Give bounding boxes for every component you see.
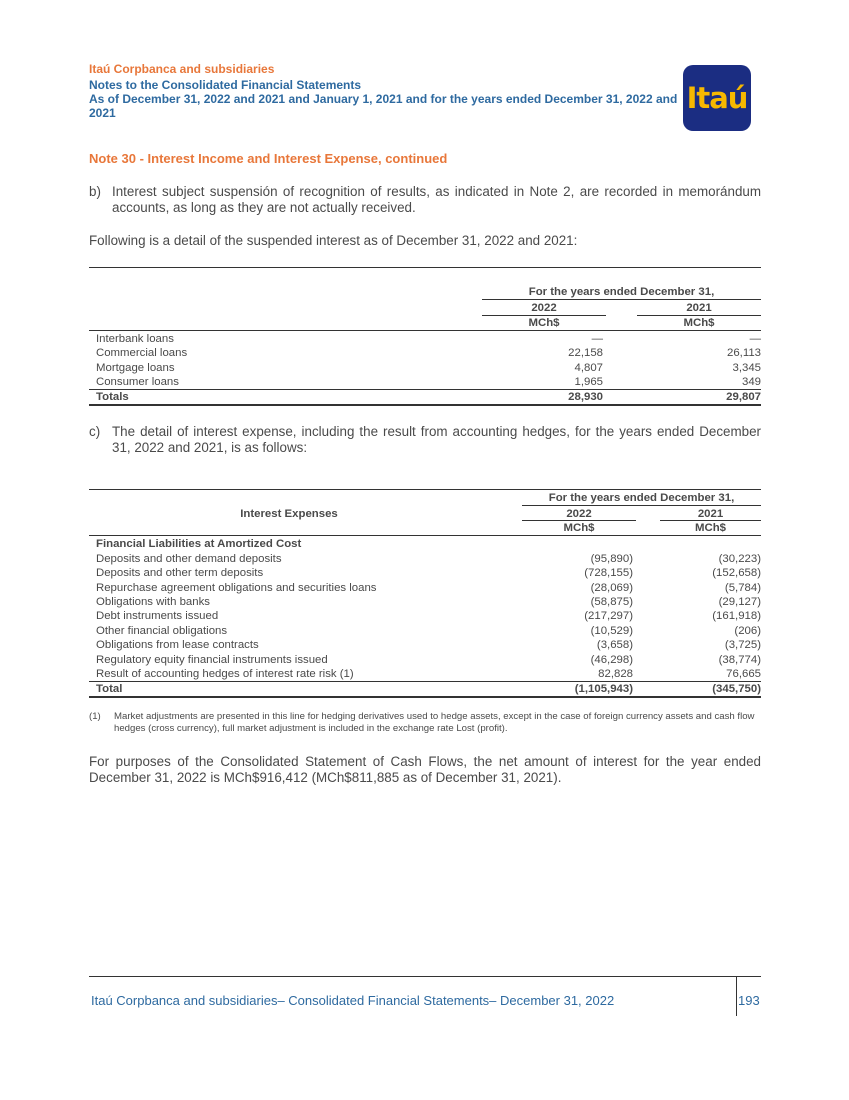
row-label: Commercial loans [96, 347, 188, 359]
total-2021: (345,750) [712, 683, 761, 695]
paragraph-text: Interest subject suspensión of recognition of results, as indicated in Note 2, are recorded in memorándum accounts, as long as they are not actually received. [112, 184, 761, 215]
section-label: Financial Liabilities at Amortized Cost [96, 538, 302, 550]
header-line2: Notes to the Consolidated Financial Statements [89, 78, 362, 92]
row-label: Debt instruments issued [96, 610, 219, 622]
row-value-2021: (206) [734, 625, 761, 637]
row-label: Regulatory equity financial instruments issued [96, 654, 328, 666]
unit-2021: MCh$ [683, 317, 715, 329]
footnote-text: Market adjustments are presented in this line for hedging derivatives used to hedge assets, except in the case of foreign currency assets and cash flow hedges (cross currency), full market adjustment is included in the exchange rate Lost (profit). [114, 711, 755, 734]
row-value-2021: 3,345 [732, 362, 761, 374]
page-number: 193 [738, 993, 760, 1008]
body-top-rule [89, 535, 761, 536]
paragraph-marker: b) [89, 184, 101, 199]
footer-divider [736, 976, 737, 1016]
col-2022: 2022 [566, 508, 592, 520]
row-label: Obligations with banks [96, 596, 210, 608]
row-value-2022: — [591, 333, 603, 345]
unit-2022: MCh$ [528, 317, 560, 329]
col-2021: 2021 [697, 508, 724, 520]
row-value-2022: (3,658) [596, 639, 633, 651]
row-label: Consumer loans [96, 376, 179, 388]
row-value-2021: (29,127) [718, 596, 761, 608]
table-bottom-rule [89, 404, 761, 406]
total-2022: (1,105,943) [574, 683, 633, 695]
period-header: For the years ended December 31, [548, 492, 735, 504]
row-value-2021: (161,918) [712, 610, 761, 622]
row-value-2022: (217,297) [584, 610, 633, 622]
header-rule [482, 299, 761, 300]
row-value-2022: (28,069) [590, 582, 633, 594]
col-2022: 2022 [531, 302, 557, 314]
row-value-2022: 4,807 [574, 362, 603, 374]
row-label: Mortgage loans [96, 362, 175, 374]
footnote [89, 711, 761, 735]
body-top-rule [89, 330, 761, 331]
total-2022: 28,930 [568, 391, 603, 403]
unit-2022: MCh$ [563, 522, 595, 534]
total-label: Total [96, 683, 123, 695]
paragraph-b [89, 184, 761, 216]
row-label: Deposits and other term deposits [96, 567, 264, 579]
table-top-rule [89, 267, 761, 268]
row-value-2021: 76,665 [726, 668, 761, 680]
header-subtitle [89, 78, 689, 120]
row-label: Other financial obligations [96, 625, 228, 637]
logo-text: Itaú [686, 81, 748, 115]
table-bottom-rule [89, 696, 761, 698]
unit-2021: MCh$ [694, 522, 726, 534]
header-rule [522, 505, 761, 506]
row-value-2022: 82,828 [598, 668, 633, 680]
itau-logo [683, 65, 751, 131]
row-value-2021: 349 [741, 376, 761, 388]
row-value-2021: (30,223) [718, 553, 761, 565]
row-value-2022: (58,875) [590, 596, 633, 608]
total-label: Totals [96, 391, 129, 403]
note-title: Note 30 - Interest Income and Interest Expense, continued [89, 151, 448, 166]
header-line3: As of December 31, 2022 and 2021 and January 1, 2021 and for the years ended December 31, 2022 and 2021 [89, 92, 678, 120]
row-label: Obligations from lease contracts [96, 639, 259, 651]
row-value-2022: (95,890) [590, 553, 633, 565]
row-value-2021: (3,725) [724, 639, 761, 651]
row-label: Repurchase agreement obligations and securities loans [96, 582, 377, 594]
paragraph-marker: c) [89, 424, 101, 439]
row-label: Interbank loans [96, 333, 174, 345]
paragraph-text: The detail of interest expense, including the result from accounting hedges, for the years ended December 31, 2022 and 2021, is as follows: [112, 424, 761, 455]
paragraph-following: Following is a detail of the suspended interest as of December 31, 2022 and 2021: [89, 233, 578, 248]
row-value-2022: (46,298) [590, 654, 633, 666]
row-label: Result of accounting hedges of interest rate risk (1) [96, 668, 354, 680]
row-value-2021: (152,658) [712, 567, 761, 579]
row-value-2022: 22,158 [568, 347, 603, 359]
label-header: Interest Expenses [240, 508, 338, 520]
row-value-2022: 1,965 [574, 376, 603, 388]
row-value-2021: (38,774) [718, 654, 761, 666]
row-value-2021: — [749, 333, 761, 345]
footer-rule [89, 976, 761, 977]
row-value-2022: (728,155) [584, 567, 633, 579]
paragraph-c [89, 424, 761, 456]
row-value-2021: (5,784) [724, 582, 761, 594]
header-company: Itaú Corpbanca and subsidiaries [89, 62, 275, 76]
row-value-2022: (10,529) [590, 625, 633, 637]
period-header: For the years ended December 31, [528, 286, 715, 298]
total-2021: 29,807 [726, 391, 761, 403]
paragraph-cash-flows: For purposes of the Consolidated Statement of Cash Flows, the net amount of interest for the year ended December 31, 2022 is MCh$916,412 (MCh$811,885 as of December 31, 2021). [89, 754, 761, 785]
footer-text: Itaú Corpbanca and subsidiaries– Consolidated Financial Statements– December 31, 2022 [91, 993, 615, 1008]
row-label: Deposits and other demand deposits [96, 553, 282, 565]
row-value-2021: 26,113 [727, 347, 761, 359]
table-top-rule [89, 489, 761, 490]
footnote-marker: (1) [89, 711, 101, 722]
col-2021: 2021 [686, 302, 712, 314]
